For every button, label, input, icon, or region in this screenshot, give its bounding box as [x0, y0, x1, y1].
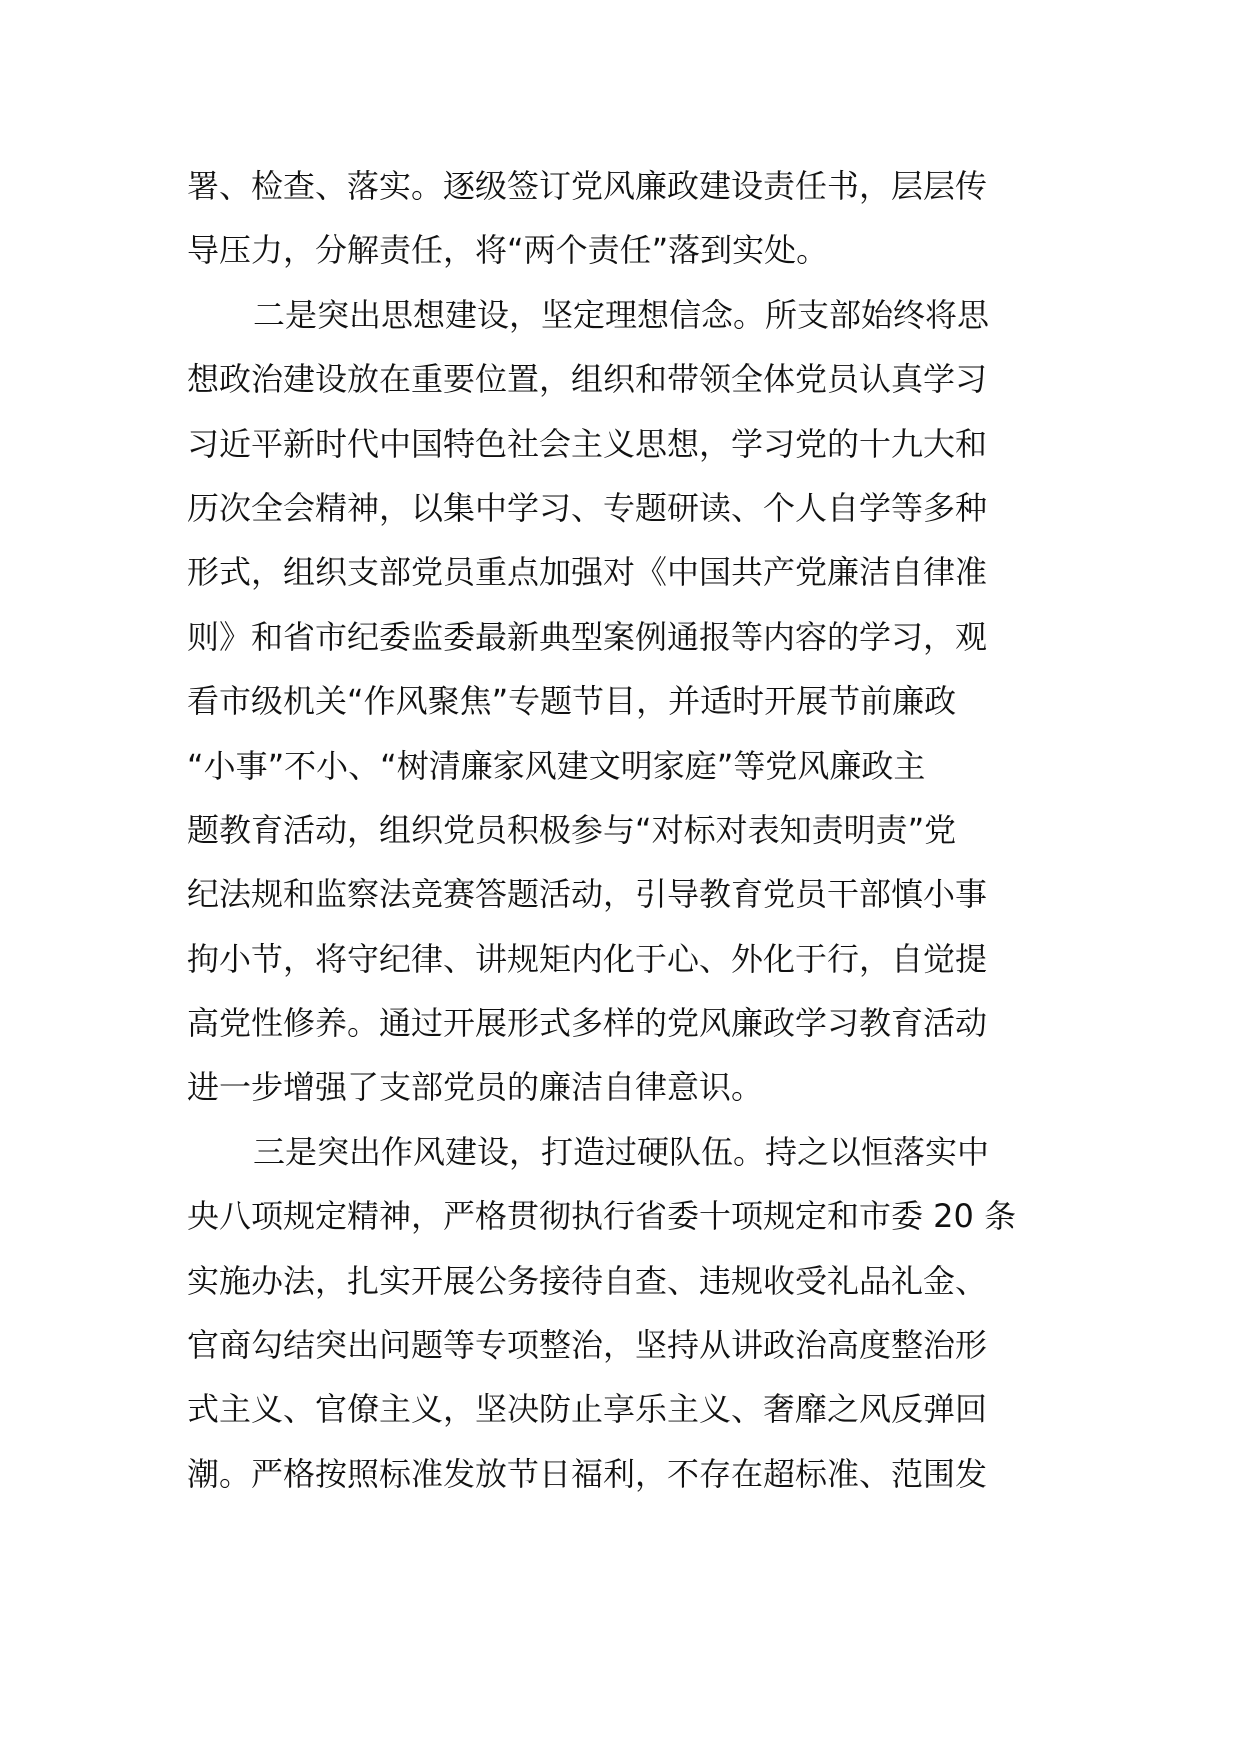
text-line: 官商勾结突出问题等专项整治，坚持从讲政治高度整治形	[187, 1326, 988, 1365]
text-line: 想政治建设放在重要位置，组织和带领全体党员认真学习	[187, 360, 988, 399]
text-line: 高党性修养。通过开展形式多样的党风廉政学习教育活动	[187, 1004, 988, 1043]
text-line: 题教育活动，组织党员积极参与“对标对表知责明责”党	[187, 810, 957, 849]
paragraph-start-line: 三是突出作风建设，打造过硬队伍。持之以恒落实中	[253, 1132, 990, 1171]
text-line: 历次全会精神，以集中学习、专题研读、个人自学等多种	[187, 488, 988, 527]
text-line: 署、检查、落实。逐级签订党风廉政建设责任书，层层传	[187, 167, 988, 205]
text-line: 潮。严格按照标准发放节日福利，不存在超标准、范围发	[187, 1454, 988, 1493]
text-line: 央八项规定精神，严格贯彻执行省委十项规定和市委 20 条	[187, 1197, 1017, 1236]
text-line: 看市级机关“作风聚焦”专题节目，并适时开展节前廉政	[187, 682, 957, 721]
text-line: 进一步增强了支部党员的廉洁自律意识。	[187, 1068, 764, 1107]
text-line: 式主义、官僚主义，坚决防止享乐主义、奢靡之风反弹回	[187, 1390, 988, 1429]
text-line: “小事”不小、“树清廉家风建文明家庭”等党风廉政主	[187, 746, 926, 785]
document-body	[187, 154, 1057, 1506]
text-line: 则》和省市纪委监委最新典型案例通报等内容的学习，观	[187, 617, 988, 656]
text-line: 形式，组织支部党员重点加强对《中国共产党廉洁自律准	[187, 553, 988, 592]
text-line: 导压力，分解责任，将“两个责任”落到实处。	[187, 231, 829, 270]
text-line: 纪法规和监察法竞赛答题活动，引导教育党员干部慎小事	[187, 875, 988, 914]
text-line: 习近平新时代中国特色社会主义思想，学习党的十九大和	[187, 424, 988, 463]
paragraph-start-line: 二是突出思想建设，坚定理想信念。所支部始终将思	[253, 295, 990, 334]
text-line: 拘小节，将守纪律、讲规矩内化于心、外化于行，自觉提	[187, 939, 988, 978]
text-line: 实施办法，扎实开展公务接待自查、违规收受礼品礼金、	[187, 1261, 988, 1300]
